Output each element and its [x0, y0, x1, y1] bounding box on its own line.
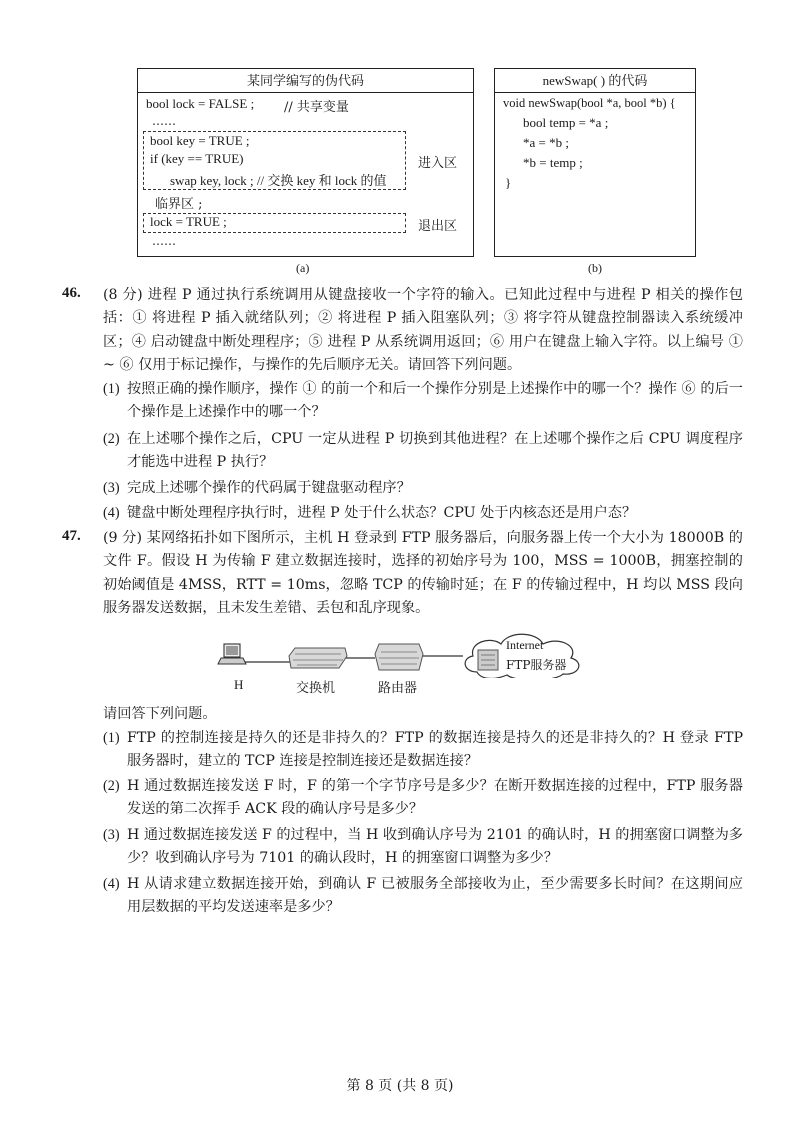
q47-sub2-number: (2)	[103, 778, 120, 794]
router-icon	[375, 644, 423, 670]
q47-sub4	[103, 873, 743, 920]
q46-sub2-number: (2)	[103, 431, 120, 447]
figure-a-caption: (a)	[296, 261, 310, 275]
decl-comment: // 共享变量	[284, 100, 349, 115]
q47-sub1-text: FTP 的控制连接是持久的还是非持久的？FTP 的数据连接是持久的还是非持久的？H 登录 FTP 服务器时，建立的 TCP 连接是控制连接还是数据连接？	[127, 730, 743, 770]
q46-sub1-number: (1)	[103, 381, 120, 397]
q47-prompt: 请回答下列问题。	[103, 706, 217, 722]
entry-line-1: bool key = TRUE ;	[150, 133, 250, 148]
switch-icon	[289, 648, 347, 668]
q47-sub3-text: H 通过数据连接发送 F 的过程中，当 H 收到确认序号为 2101 的确认时，H 的拥塞窗口调整为多少？收到确认序号为 7101 的确认段时，H 的拥塞窗口调整为多少？	[127, 827, 743, 867]
figure-a-title: 某同学编写的伪代码	[138, 69, 473, 93]
net-host-label: H	[234, 677, 244, 692]
net-ftp-label: FTP服务器	[506, 658, 567, 672]
q46-stem: (8 分) 进程 P 通过执行系统调用从键盘接收一个字符的输入。已知此过程中与进程 P 相关的操作包括：① 将进程 P 插入就绪队列；② 将进程 P 插入阻塞队列；③ 将字符从键盘控制器读入系统缓冲区；④ 启动键盘中断处理程序；⑤ 进程 P 从系统调用返回；⑥ 用户在键盘上输入字符。以上编号 ① ~ ⑥ 仅用于标记操作，与操作的先后顺序无关。请回答下列问题。	[103, 287, 743, 374]
q47-sub2-text: H 通过数据连接发送 F 时，F 的第一个字节序号是多少？在断开数据连接的过程中，FTP 服务器发送的第二次挥手 ACK 段的确认序号是多少？	[127, 778, 743, 818]
q46-sub4	[103, 502, 743, 525]
code-b-line-3: *a = *b ;	[523, 135, 569, 150]
q47-sub1-number: (1)	[103, 730, 120, 746]
ellipsis-bottom: ……	[152, 234, 176, 248]
code-b-line-4: *b = temp ;	[523, 155, 583, 170]
net-switch-label: 交换机	[296, 681, 336, 696]
entry-line-3: swap key, lock ; // 交换 key 和 lock 的值	[170, 173, 387, 188]
server-icon	[478, 650, 498, 670]
ellipsis-top: ……	[152, 114, 176, 128]
q46-number: 46.	[62, 285, 81, 301]
q47-stem: (9 分) 某网络拓扑如下图所示，主机 H 登录到 FTP 服务器后，向服务器上传一个大小为 18000B 的文件 F。假设 H 为传输 F 建立数据连接时，选择的初始序号为 100，MSS = 1000B，拥塞控制的初始阈值是 4MSS，RTT = 10ms，忽略 TCP 的传输时延；在 F 的传输过程中，H 均以 MSS 段向服务器发送数据，且未发生差错、丢包和乱序现象。	[103, 530, 743, 617]
q47-sub4-number: (4)	[103, 876, 120, 892]
decl-line: bool lock = FALSE ;	[146, 96, 255, 111]
net-router-label: 路由器	[378, 681, 418, 696]
page-footer: 第 8 页 (共 8 页)	[346, 1078, 454, 1094]
exit-line: lock = TRUE ;	[150, 214, 227, 229]
figure-b-title: newSwap( ) 的代码	[495, 69, 695, 93]
q47-sub3	[103, 824, 743, 871]
q47-sub1	[103, 727, 743, 774]
q46-sub3-number: (3)	[103, 480, 120, 496]
figure-b-caption: (b)	[588, 261, 602, 275]
entry-line-2: if (key == TRUE)	[150, 151, 244, 166]
code-b-line-5: }	[505, 175, 512, 190]
code-b-line-1: void newSwap(bool *a, bool *b) {	[503, 96, 676, 110]
q47-sub3-number: (3)	[103, 827, 120, 843]
q46-sub4-text: 键盘中断处理程序执行时，进程 P 处于什么状态？CPU 处于内核态还是用户态？	[127, 505, 637, 521]
laptop-icon	[218, 644, 246, 664]
q46-sub2-text: 在上述哪个操作之后，CPU 一定从进程 P 切换到其他进程？在上述哪个操作之后 CPU 调度程序才能选中进程 P 执行？	[127, 431, 743, 471]
q46-sub3-text: 完成上述哪个操作的代码属于键盘驱动程序？	[127, 480, 411, 496]
q46-sub3	[103, 477, 743, 500]
q46-sub4-number: (4)	[103, 505, 120, 521]
q46-sub1	[103, 378, 743, 425]
q47-sub2	[103, 775, 743, 822]
exit-label: 退出区	[418, 219, 458, 234]
q46-sub2	[103, 428, 743, 475]
q47-number: 47.	[62, 528, 81, 544]
entry-label: 进入区	[418, 156, 458, 171]
critical-section: 临界区 ;	[155, 197, 203, 212]
q46-sub1-text: 按照正确的操作顺序，操作 ① 的前一个和后一个操作分别是上述操作中的哪一个？操作 ⑥ 的后一个操作是上述操作中的哪一个？	[127, 381, 743, 421]
q47-sub4-text: H 从请求建立数据连接开始，到确认 F 已被服务全部接收为止，至少需要多长时间？在这期间应用层数据的平均发送速率是多少？	[127, 876, 743, 916]
code-b-line-2: bool temp = *a ;	[523, 115, 609, 130]
net-internet-label: Internet	[506, 638, 544, 652]
